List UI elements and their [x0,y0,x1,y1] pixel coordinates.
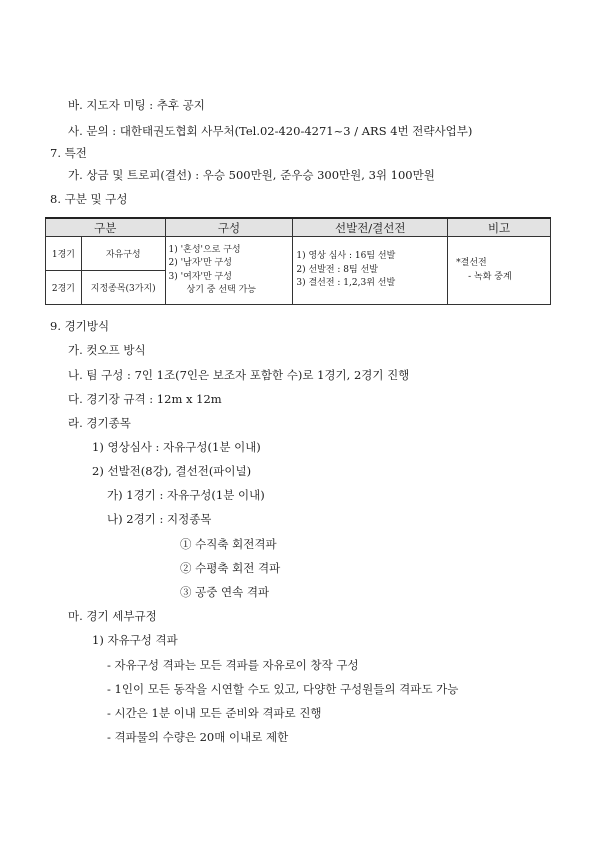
event-item: ③ 공중 연속 격파 [180,585,270,599]
header-category: 구분 [46,218,166,237]
inquiry-line: 사. 문의 : 대한태권도협회 사무처(Tel.02-420-4271~3 / ARS 4번 전략사업부) [68,124,473,138]
rule-item: - 격파물의 수량은 20매 이내로 제한 [107,730,289,744]
event-item: ① 수직축 회전격파 [180,537,277,551]
cutoff-line: 가. 컷오프 방식 [68,343,146,357]
venue-line: 다. 경기장 규격 : 12m x 12m [68,392,222,406]
composition-cell [165,237,293,305]
remarks-cell [448,237,551,305]
event-cell: 지정종목(3가지) [81,271,165,305]
remarks-item: - 녹화 중계 [468,271,512,282]
free-breaking-heading: 1) 자유구성 격파 [92,633,178,647]
header-selection: 선발전/결선전 [293,218,448,237]
rule-item: - 자유구성 격파는 모든 격파를 자유로이 창작 구성 [107,658,359,672]
composition-item: 1) '혼성'으로 구성 [168,244,241,255]
section-9-heading: 9. 경기방식 [50,319,110,333]
section-8-heading: 8. 구분 및 구성 [50,192,128,206]
team-line: 나. 팀 구성 : 7인 1조(7인은 보조자 포함한 수)로 1경기, 2경기 진행 [68,368,410,382]
round2-line: 나) 2경기 : 지정종목 [107,512,212,526]
selection-item: 1) 영상 심사 : 16팀 선발 [296,251,396,262]
header-composition: 구성 [165,218,293,237]
round1-line: 가) 1경기 : 자유구성(1분 이내) [107,488,265,502]
header-remarks: 비고 [448,218,551,237]
table-row [46,237,551,271]
rule-item: - 1인이 모든 동작을 시연할 수도 있고, 다양한 구성원들의 격파도 가능 [107,682,459,696]
event-cell: 자유구성 [81,237,165,271]
composition-table [45,217,551,305]
video-review-line: 1) 영상심사 : 자유구성(1분 이내) [92,440,261,454]
prize-line: 가. 상금 및 트로피(결선) : 우승 500만원, 준우승 300만원, 3위 100만원 [68,168,435,182]
rules-heading: 마. 경기 세부규정 [68,609,157,623]
instructor-meeting-line: 바. 지도자 미팅 : 추후 공지 [68,98,205,112]
section-7-heading: 7. 특전 [50,146,87,160]
remarks-item: *결선전 [456,258,487,268]
composition-item: 2) '남자'만 구성 [168,258,232,268]
selection-item: 3) 결선전 : 1,2,3위 선발 [296,278,396,289]
events-heading: 라. 경기종목 [68,416,131,430]
round-cell: 1경기 [46,237,82,271]
event-item: ② 수평축 회전 격파 [180,561,281,575]
rule-item: - 시간은 1분 이내 모든 준비와 격파로 진행 [107,706,322,720]
composition-item: 3) '여자'만 구성 [168,271,232,282]
selection-item: 2) 선발전 : 8팀 선발 [296,264,378,275]
table-header-row [46,218,551,237]
composition-note: 상기 중 선택 가능 [186,285,256,295]
rounds-line: 2) 선발전(8강), 결선전(파이널) [92,464,252,478]
round-cell: 2경기 [46,271,82,305]
selection-cell [293,237,448,305]
